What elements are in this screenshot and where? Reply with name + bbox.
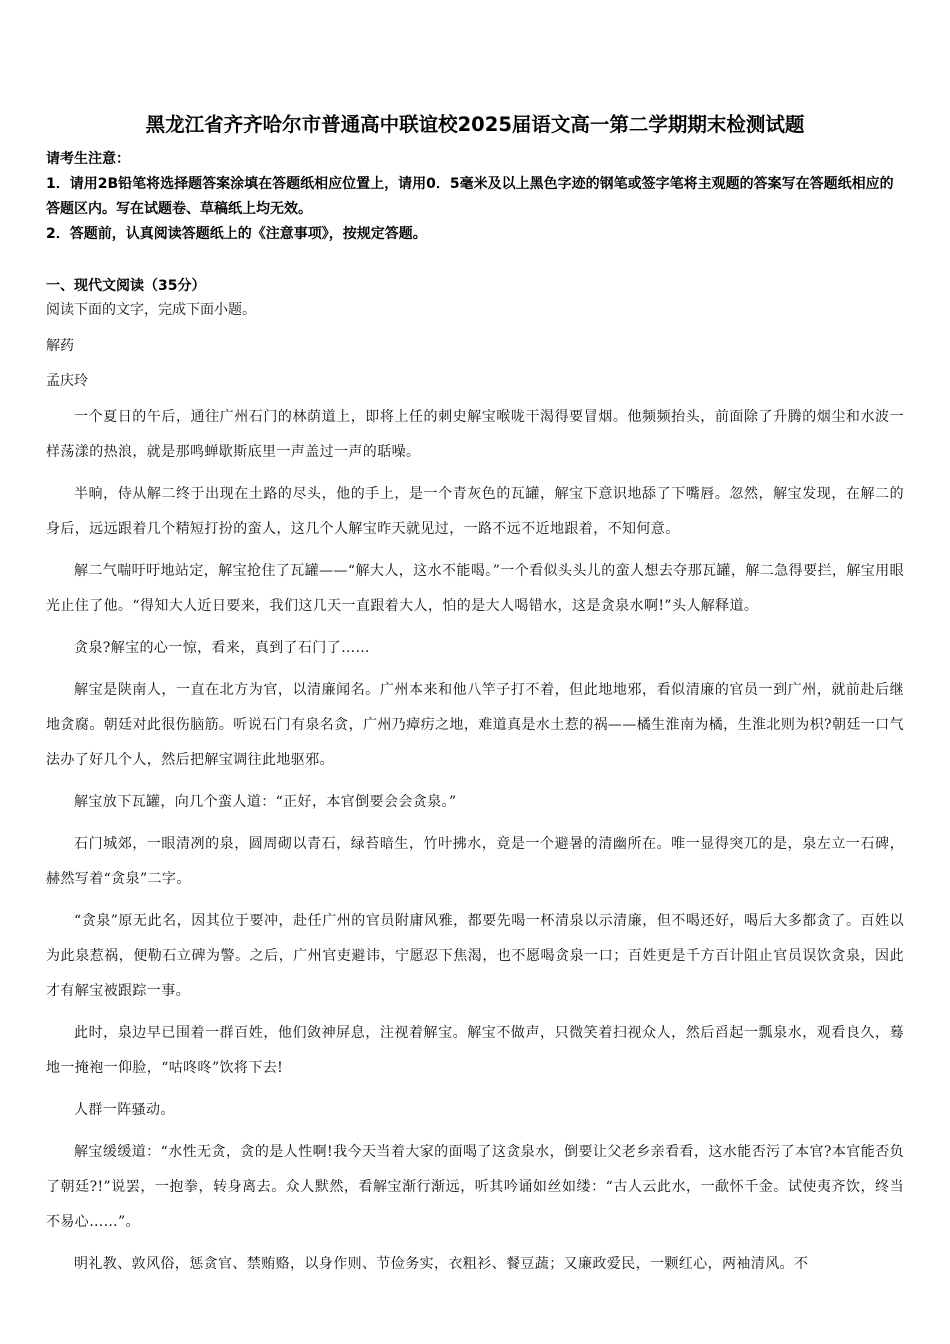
story-author: 孟庆玲 [46,373,88,389]
story-paragraph: 贪泉?解宝的心一惊，看来，真到了石门了…… [74,640,370,656]
story-body [46,400,904,1282]
story-paragraph: 解宝缓缓道：“水性无贪，贪的是人性啊!我今天当着大家的面喝了这贪泉水，倒要让父老乡亲看看，这水能否污了本官?本官能否负了朝廷?!”说罢，一抱拳，转身离去。众人默然，看解宝渐行渐远，听其吟诵如丝如缕：“古人云此水，一歃怀千金。试使夷齐饮，终当不易心……”。 [46,1144,904,1230]
story-paragraph: 解宝放下瓦罐，向几个蛮人道：“正好，本官倒要会会贪泉。” [74,794,457,810]
story-paragraph: 半晌，侍从解二终于出现在土路的尽头，他的手上，是一个青灰色的瓦罐，解宝下意识地舔了下嘴唇。忽然，解宝发现，在解二的身后，远远跟着几个精短打扮的蛮人，这几个人解宝昨天就见过，一路不远不近地跟着，不知何意。 [46,486,904,537]
story-paragraph: 此时，泉边早已围着一群百姓，他们敛神屏息，注视着解宝。解宝不做声，只微笑着扫视众人，然后舀起一瓢泉水，观看良久，蓦地一掩袍一仰脸，“咕咚咚”饮将下去! [46,1025,904,1076]
reading-instruction: 阅读下面的文字，完成下面小题。 [46,302,256,318]
story-paragraph: 解二气喘吁吁地站定，解宝抢住了瓦罐——“解大人，这水不能喝。”一个看似头头儿的蛮人想去夺那瓦罐，解二急得要拦，解宝用眼光止住了他。“得知大人近日要来，我们这几天一直跟着大人，怕的是大人喝错水，这是贪泉水啊!”头人解释道。 [46,563,904,614]
notice-item-1: 1．请用2B铅笔将选择题答案涂填在答题纸相应位置上，请用0．5毫米及以上黑色字迹的钢笔或签字笔将主观题的答案写在答题纸相应的答题区内。写在试题卷、草稿纸上均无效。 [46,176,894,217]
story-paragraph: 石门城郊，一眼清冽的泉，圆周砌以青石，绿苔暗生，竹叶拂水，竟是一个避暑的清幽所在。唯一显得突兀的是，泉左立一石碑，赫然写着“贪泉”二字。 [46,836,904,887]
section-heading: 一、现代文阅读（35分） [46,278,206,294]
notice-item-2: 2．答题前，认真阅读答题纸上的《注意事项》，按规定答题。 [46,226,427,242]
story-paragraph: 一个夏日的午后，通往广州石门的林荫道上，即将上任的刺史解宝喉咙干渴得要冒烟。他频频抬头，前面除了升腾的烟尘和水波一样荡漾的热浪，就是那鸣蝉歇斯底里一声盖过一声的聒噪。 [46,409,904,460]
exam-title: 黑龙江省齐齐哈尔市普通高中联谊校2025届语文高一第二学期期末检测试题 [145,113,805,136]
notice-heading: 请考生注意： [46,151,130,167]
story-paragraph: 解宝是陕南人，一直在北方为官，以清廉闻名。广州本来和他八竿子打不着，但此地地邪，看似清廉的官员一到广州，就前赴后继地贪腐。朝廷对此很伤脑筋。听说石门有泉名贪，广州乃瘴疠之地，难道真是水土惹的祸——橘生淮南为橘，生淮北则为枳?朝廷一口气法办了好几个人，然后把解宝调往此地驱邪。 [46,682,904,768]
story-title: 解药 [46,338,74,354]
story-paragraph: “贪泉”原无此名，因其位于要冲，赴任广州的官员附庸风雅，都要先喝一杯清泉以示清廉，但不喝还好，喝后大多都贪了。百姓以为此泉惹祸，便勒石立碑为警。之后，广州官吏避讳，宁愿忍下焦渴，也不愿喝贪泉一口；百姓更是千方百计阻止官员误饮贪泉，因此才有解宝被跟踪一事。 [46,913,904,999]
story-paragraph: 明礼教、敦风俗，惩贪官、禁贿赂，以身作则、节俭务实，衣粗衫、餐豆蔬；又廉政爱民，一颗红心，两袖清风。不 [74,1256,809,1272]
candidate-notice [46,147,904,247]
story-paragraph: 人群一阵骚动。 [74,1102,175,1118]
